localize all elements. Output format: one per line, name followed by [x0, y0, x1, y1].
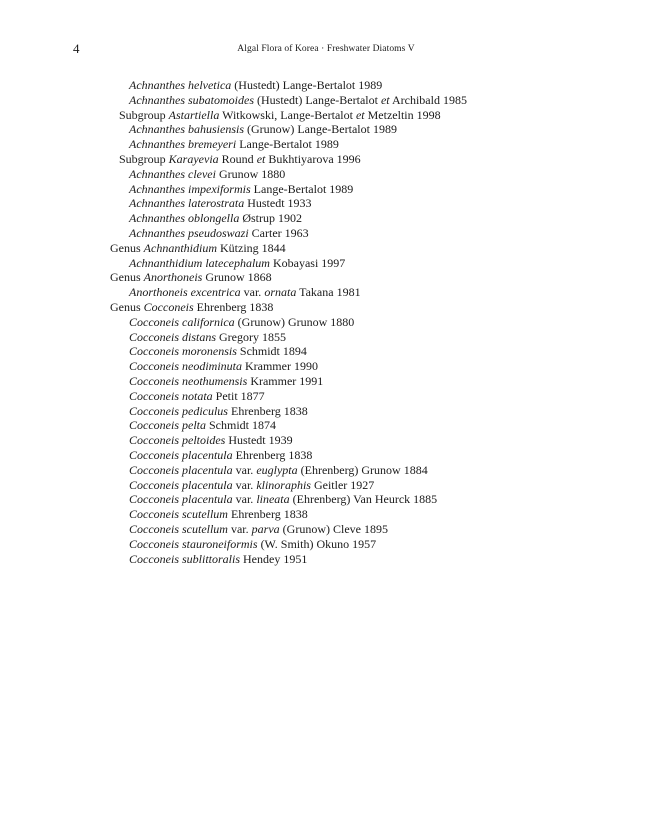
taxon-name: Cocconeis: [143, 299, 194, 314]
list-item: [110, 389, 630, 404]
taxon-name: Achnanthes bremeyeri: [129, 137, 237, 152]
taxon-text: (W. Smith) Okuno 1957: [257, 536, 377, 551]
taxon-text: (Grunow) Grunow 1880: [234, 314, 355, 329]
taxon-text: Ehrenberg 1838: [232, 447, 313, 462]
taxon-text: Hendey 1951: [240, 551, 308, 566]
list-item: [110, 448, 630, 463]
taxon-name: Achnanthes subatomoides: [129, 92, 254, 107]
list-item: [110, 122, 630, 137]
list-item: [110, 241, 630, 256]
taxon-text: Witkowski, Lange-Bertalot: [219, 107, 356, 122]
taxon-name: et: [256, 151, 266, 166]
taxon-name: Anorthoneis: [143, 270, 203, 285]
list-item: [110, 137, 630, 152]
taxon-name: Cocconeis placentula: [129, 447, 233, 462]
taxon-text: (Grunow) Cleve 1895: [279, 521, 388, 536]
taxon-text: Bukhtiyarova 1996: [265, 151, 361, 166]
taxon-name: et: [355, 107, 365, 122]
taxa-list: [110, 78, 630, 566]
taxon-text: Round: [218, 151, 257, 166]
list-item: [110, 478, 630, 493]
page-number: 4: [73, 41, 80, 56]
taxon-text: Schmidt 1894: [236, 344, 307, 359]
list-item: [110, 433, 630, 448]
taxon-text: (Ehrenberg) Van Heurck 1885: [289, 492, 438, 507]
taxon-name: Cocconeis scutellum: [129, 521, 228, 536]
list-item: [110, 315, 630, 330]
taxon-text: Østrup 1902: [239, 211, 302, 226]
list-item: [110, 256, 630, 271]
taxon-text: Carter 1963: [248, 225, 309, 240]
taxon-text: var.: [232, 477, 257, 492]
list-item: [110, 196, 630, 211]
taxon-name: Achnanthidium: [143, 240, 217, 255]
taxon-name: Cocconeis stauroneiformis: [129, 536, 258, 551]
taxon-text: Genus: [110, 270, 144, 285]
taxon-text: (Hustedt) Lange-Bertalot 1989: [231, 78, 383, 92]
taxon-text: var.: [232, 492, 257, 507]
taxon-name: Achnanthes laterostrata: [129, 196, 245, 211]
list-item: [110, 344, 630, 359]
list-item: [110, 463, 630, 478]
taxon-name: Cocconeis placentula: [129, 477, 233, 492]
list-item: [110, 78, 630, 93]
taxon-name: Karayevia: [168, 151, 219, 166]
taxon-name: klinoraphis: [256, 477, 311, 492]
list-item: [110, 167, 630, 182]
taxon-text: var.: [227, 521, 252, 536]
running-header: Algal Flora of Korea · Freshwater Diatoms V: [237, 44, 415, 54]
taxon-name: Astartiella: [168, 107, 220, 122]
list-item: [110, 492, 630, 507]
list-item: [110, 211, 630, 226]
taxon-name: ornata: [264, 285, 297, 300]
taxon-name: Cocconeis placentula: [129, 492, 233, 507]
taxon-name: Achnanthes impexiformis: [129, 181, 251, 196]
list-item: [110, 330, 630, 345]
taxon-text: Ehrenberg 1838: [227, 403, 308, 418]
taxon-name: Cocconeis pediculus: [129, 403, 228, 418]
taxon-name: Anorthoneis excentrica: [129, 285, 241, 300]
taxon-text: Kützing 1844: [217, 240, 286, 255]
taxon-text: Schmidt 1874: [205, 418, 276, 433]
list-item: [110, 182, 630, 197]
taxon-name: Achnanthes bahusiensis: [129, 122, 244, 137]
taxon-text: Hustedt 1933: [244, 196, 312, 211]
taxon-name: et: [380, 92, 390, 107]
list-item: [110, 270, 630, 285]
taxon-name: Cocconeis californica: [129, 314, 235, 329]
list-item: [110, 93, 630, 108]
taxon-text: var.: [232, 462, 257, 477]
list-item: [110, 226, 630, 241]
taxon-name: Achnanthes helvetica: [129, 78, 232, 92]
list-item: [110, 300, 630, 315]
taxon-text: Genus: [110, 299, 144, 314]
taxon-text: Gregory 1855: [216, 329, 286, 344]
taxon-text: Grunow 1868: [202, 270, 272, 285]
taxon-text: (Ehrenberg) Grunow 1884: [297, 462, 428, 477]
taxon-name: Cocconeis notata: [129, 388, 213, 403]
list-item: [110, 418, 630, 433]
list-item: [110, 285, 630, 300]
taxon-name: Achnanthes clevei: [129, 166, 216, 181]
taxon-text: Grunow 1880: [215, 166, 286, 181]
taxon-text: Geitler 1927: [310, 477, 375, 492]
taxon-text: (Grunow) Lange-Bertalot 1989: [244, 122, 397, 137]
taxon-name: Cocconeis placentula: [129, 462, 233, 477]
taxon-name: Cocconeis pelta: [129, 418, 206, 433]
taxon-text: Krammer 1991: [247, 373, 324, 388]
taxon-text: Kobayasi 1997: [269, 255, 346, 270]
taxon-name: Achnanthes oblongella: [129, 211, 240, 226]
taxon-name: parva: [251, 521, 280, 536]
taxon-text: Ehrenberg 1838: [227, 507, 308, 522]
list-item: [110, 507, 630, 522]
taxon-text: Petit 1877: [212, 388, 265, 403]
taxon-text: Genus: [110, 240, 144, 255]
list-item: [110, 108, 630, 123]
taxon-name: Achnanthes pseudoswazi: [129, 225, 249, 240]
taxon-text: var.: [240, 285, 265, 300]
list-item: [110, 404, 630, 419]
taxon-text: Archibald 1985: [389, 92, 467, 107]
taxon-name: Cocconeis distans: [129, 329, 216, 344]
taxon-text: Hustedt 1939: [225, 433, 293, 448]
taxon-text: Subgroup: [119, 107, 169, 122]
taxon-text: Lange-Bertalot 1989: [236, 137, 339, 152]
taxon-text: Ehrenberg 1838: [193, 299, 274, 314]
taxon-text: Metzeltin 1998: [364, 107, 441, 122]
taxon-name: Cocconeis neodiminuta: [129, 359, 242, 374]
taxon-name: Cocconeis peltoides: [129, 433, 226, 448]
taxon-name: lineata: [256, 492, 290, 507]
list-item: [110, 359, 630, 374]
taxon-name: euglypta: [256, 462, 298, 477]
taxon-text: (Hustedt) Lange-Bertalot: [254, 92, 381, 107]
taxon-name: Cocconeis scutellum: [129, 507, 228, 522]
list-item: [110, 537, 630, 552]
list-item: [110, 374, 630, 389]
taxon-text: Krammer 1990: [241, 359, 318, 374]
taxon-text: Takana 1981: [296, 285, 361, 300]
taxon-name: Cocconeis moronensis: [129, 344, 237, 359]
taxon-name: Cocconeis sublittoralis: [129, 551, 240, 566]
list-item: [110, 152, 630, 167]
taxon-text: Lange-Bertalot 1989: [250, 181, 354, 196]
taxon-text: Subgroup: [119, 151, 169, 166]
list-item: [110, 522, 630, 537]
taxon-name: Cocconeis neothumensis: [129, 373, 248, 388]
taxon-name: Achnanthidium latecephalum: [129, 255, 270, 270]
list-item: [110, 552, 630, 567]
